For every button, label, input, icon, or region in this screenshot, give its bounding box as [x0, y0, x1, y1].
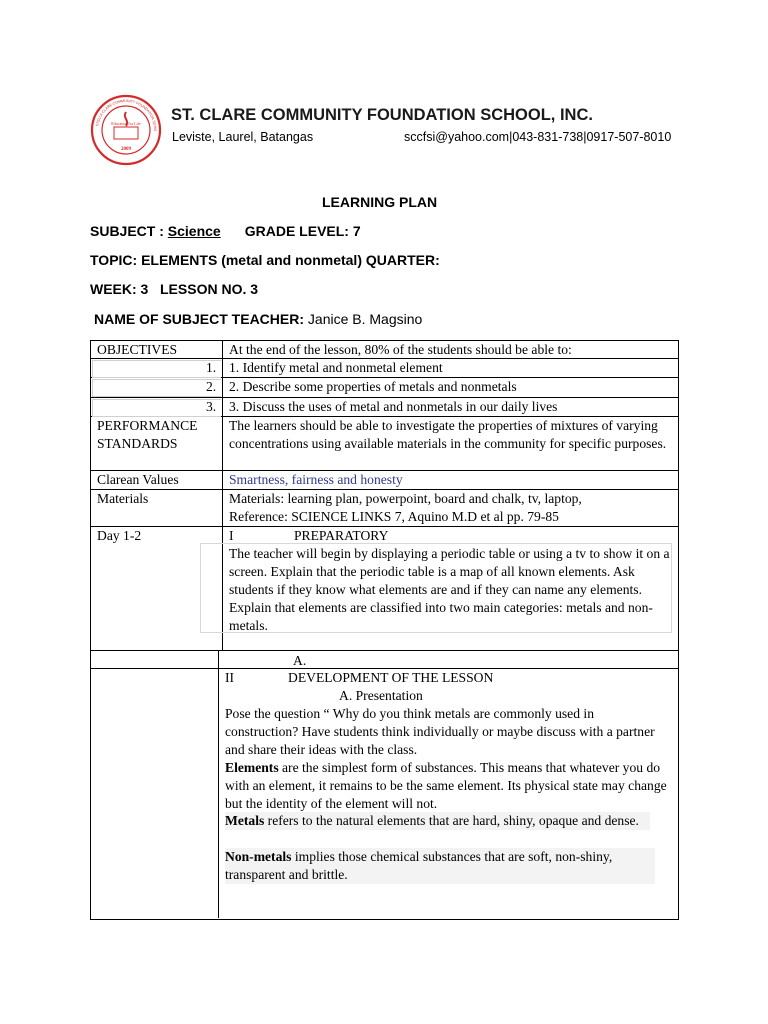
materials-text: Materials: learning plan, powerpoint, board and chalk, tv, laptop, [229, 491, 582, 506]
teacher-label: NAME OF SUBJECT TEACHER: [94, 311, 305, 327]
subject-value: Science [167, 223, 221, 239]
objective-item: 2. Describe some properties of metals and nonmetals [229, 379, 517, 394]
presentation-text: Pose the question “ Why do you think metals are commonly used in construction? Have students think individually or maybe discuss with a partner and share their ideas with the class. [225, 706, 655, 757]
presentation-heading: A. Presentation [339, 688, 423, 703]
document-title: LEARNING PLAN [322, 194, 438, 210]
clarean-values-text: Smartness, fairness and honesty [229, 472, 403, 487]
objective-number: 2. [206, 379, 217, 394]
teacher-name: Janice B. Magsino [304, 311, 423, 327]
nonmetals-term: Non-metals [225, 849, 292, 864]
performance-standards-text: The learners should be able to investigate the properties of mixtures of varying concentrations using available materials in the community for specific purposes. [229, 418, 667, 451]
school-address: Leviste, Laurel, Batangas [172, 130, 314, 144]
subject-label: SUBJECT : [90, 223, 168, 239]
elements-definition: Elements are the simplest form of substances. This means that whatever you do with an element, it remains to be the same element. Its physical state may change but the identity of the element will not. [225, 760, 667, 811]
objective-number: 3. [206, 399, 217, 414]
section-number: I [229, 528, 234, 543]
grade-level: GRADE LEVEL: 7 [244, 223, 361, 239]
preparatory-text: The teacher will begin by displaying a periodic table or using a tv to show it on a screen. Explain that the periodic table is a map of all known elements. Ask students if they know what elements are and if they can name any elements. Explain that elements are classified into two main categories: metals and non-metals. [229, 546, 670, 633]
section-number: II [225, 670, 235, 685]
materials-label: Materials [97, 491, 149, 506]
nonmetals-definition: Non-metals implies those chemical substances that are soft, non-shiny, transparent and brittle. [225, 848, 655, 884]
objective-number: 1. [206, 360, 217, 375]
metals-term: Metals [225, 813, 265, 828]
metals-definition: Metals refers to the natural elements that are hard, shiny, opaque and dense. [225, 812, 650, 830]
svg-text:2009: 2009 [121, 147, 131, 152]
objective-item: 3. Discuss the uses of metal and nonmetals in our daily lives [229, 399, 558, 414]
svg-text:STELLA CLARE COMMUNITY FOUNDAT: STELLA CLARE COMMUNITY FOUNDATION SCHO [95, 98, 158, 132]
objectives-label: OBJECTIVES [97, 342, 178, 357]
sub-item-a: A. [293, 653, 307, 668]
section-title-development: DEVELOPMENT OF THE LESSON [288, 670, 494, 685]
school-logo [90, 94, 162, 166]
section-title-preparatory: PREPARATORY [294, 528, 389, 543]
performance-standards-label: PERFORMANCE STANDARDS [97, 418, 198, 451]
objective-item: 1. Identify metal and nonmetal element [229, 360, 443, 375]
day-label: Day 1-2 [97, 528, 142, 543]
week-line: WEEK: 3 LESSON NO. 3 [90, 281, 259, 297]
reference-text: Reference: SCIENCE LINKS 7, Aquino M.D et al pp. 79-85 [229, 509, 559, 524]
school-contact: sccfsi@yahoo.com|043-831-738|0917-507-8010 [404, 130, 672, 144]
objectives-intro: At the end of the lesson, 80% of the students should be able to: [229, 342, 572, 357]
teacher-line [94, 311, 422, 327]
elements-term: Elements [225, 760, 279, 775]
clarean-values-label: Clarean Values [97, 472, 179, 487]
svg-text:Education for Life: Education for Life [111, 121, 141, 126]
school-name: ST. CLARE COMMUNITY FOUNDATION SCHOOL, INC. [171, 106, 593, 124]
topic-line: TOPIC: ELEMENTS (metal and nonmetal) QUARTER: [90, 252, 440, 268]
subject-line [90, 223, 361, 239]
